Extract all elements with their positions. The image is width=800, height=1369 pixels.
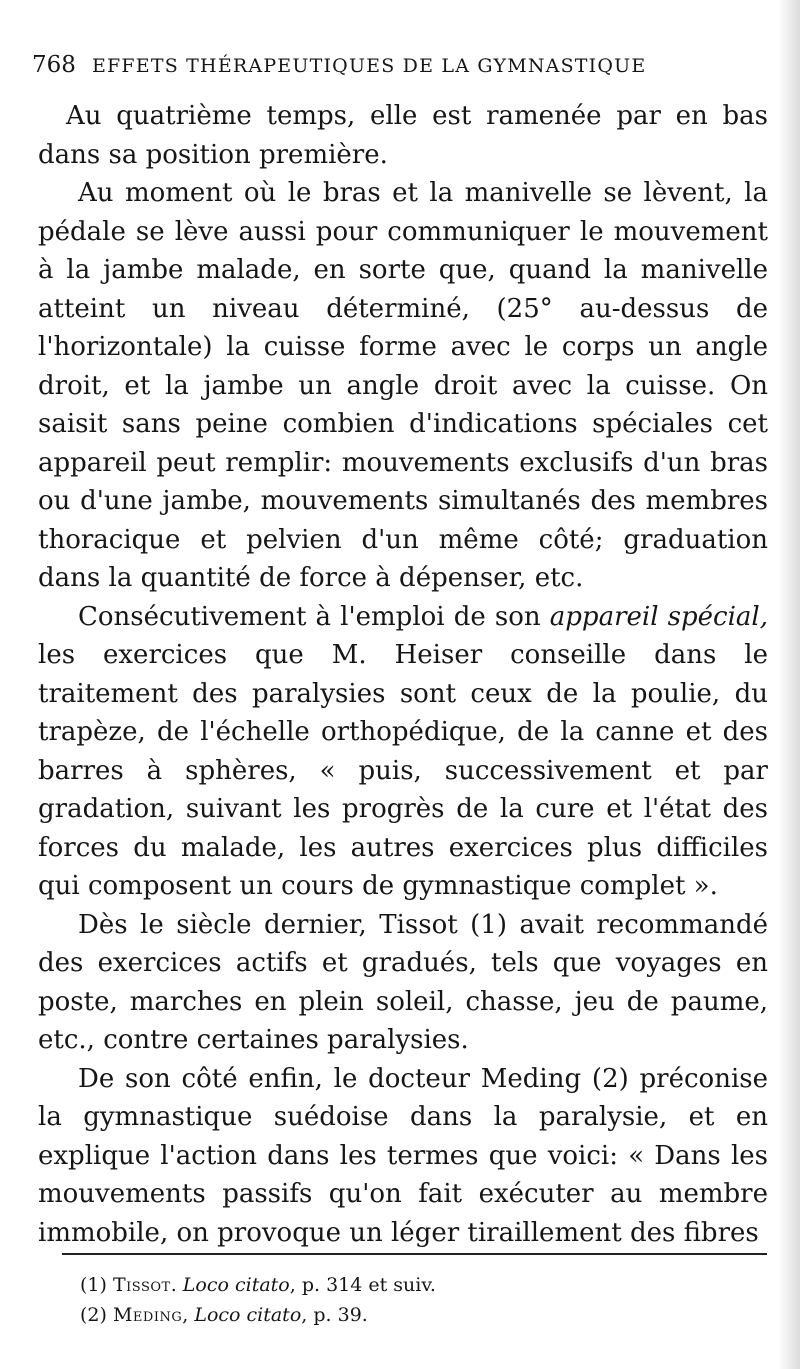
scan-edge-shadow: [778, 0, 800, 1369]
footnote-ref: p. 39.: [313, 1304, 368, 1326]
footnote-mark: (1): [80, 1274, 107, 1296]
body-text: [38, 97, 768, 1252]
paragraph-3-end: les exercices que M. Heiser conseille dans le traitement des paralysies sont ceux de la poulie, du trapèze, de l'échelle orthopédique, de la canne et des barres à sphères, « puis, successivement et par gradation, suivant les progrès de la cure et l'état des forces du malade, les autres exercices plus difficiles qui composent un cours de gymnastique complet ».: [38, 640, 768, 901]
footnotes: [80, 1270, 770, 1330]
running-title: EFFETS THÉRAPEUTIQUES DE LA GYMNASTIQUE: [91, 55, 647, 77]
page-header: [32, 52, 732, 78]
paragraph-3: [38, 598, 768, 906]
paragraph-2: Au moment où le bras et la manivelle se lèvent, la pédale se lève aussi pour communiquer le mouvement à la jambe malade, en sorte que, quand la manivelle atteint un niveau déterminé, (25° au-dessus de l'horizontale) la cuisse forme avec le corps un angle droit, et la jambe un angle droit avec la cuisse. On saisit sans peine combien d'indications spéciales cet appareil peut remplir: mouvements exclusifs d'un bras ou d'une jambe, mouvements simultanés des membres thoracique et pelvien d'un même côté; graduation dans la quantité de force à dépenser, etc.: [38, 178, 768, 593]
paragraph-3-italic: appareil spécial,: [549, 601, 768, 632]
footnote-ref: p. 314 et suiv.: [301, 1274, 436, 1296]
footnote-mark: (2): [80, 1304, 107, 1326]
paragraph-5: De son côté enfin, le docteur Meding (2) préconise la gymnastique suédoise dans la paralysie, et en explique l'action dans les termes que voici: « Dans les mouvements passifs qu'on fait exécuter au membre immobile, on provoque un léger tiraillement des fibres: [38, 1063, 768, 1248]
footnote-author: Meding: [112, 1304, 183, 1326]
footnote-work: Loco citato: [194, 1304, 302, 1326]
paragraph-4: Dès le siècle dernier, Tissot (1) avait recommandé des exercices actifs et gradués, tels que voyages en poste, marches en plein soleil, chasse, jeu de paume, etc., contre certaines paralysies.: [38, 909, 768, 1055]
paragraph-1: Au quatrième temps, elle est ramenée par en bas dans sa position première.: [38, 101, 768, 170]
footnote-2: (2) Meding, Loco citato, p. 39.: [80, 1304, 368, 1326]
footnote-divider: [62, 1253, 767, 1255]
paragraph-3-start: Consécutivement à l'emploi de son: [78, 601, 550, 632]
footnote-author: Tissot: [112, 1274, 171, 1296]
footnote-1: (1) Tissot. Loco citato, p. 314 et suiv.: [80, 1274, 436, 1296]
footnote-work: Loco citato: [182, 1274, 290, 1296]
page-number: 768: [32, 52, 76, 78]
